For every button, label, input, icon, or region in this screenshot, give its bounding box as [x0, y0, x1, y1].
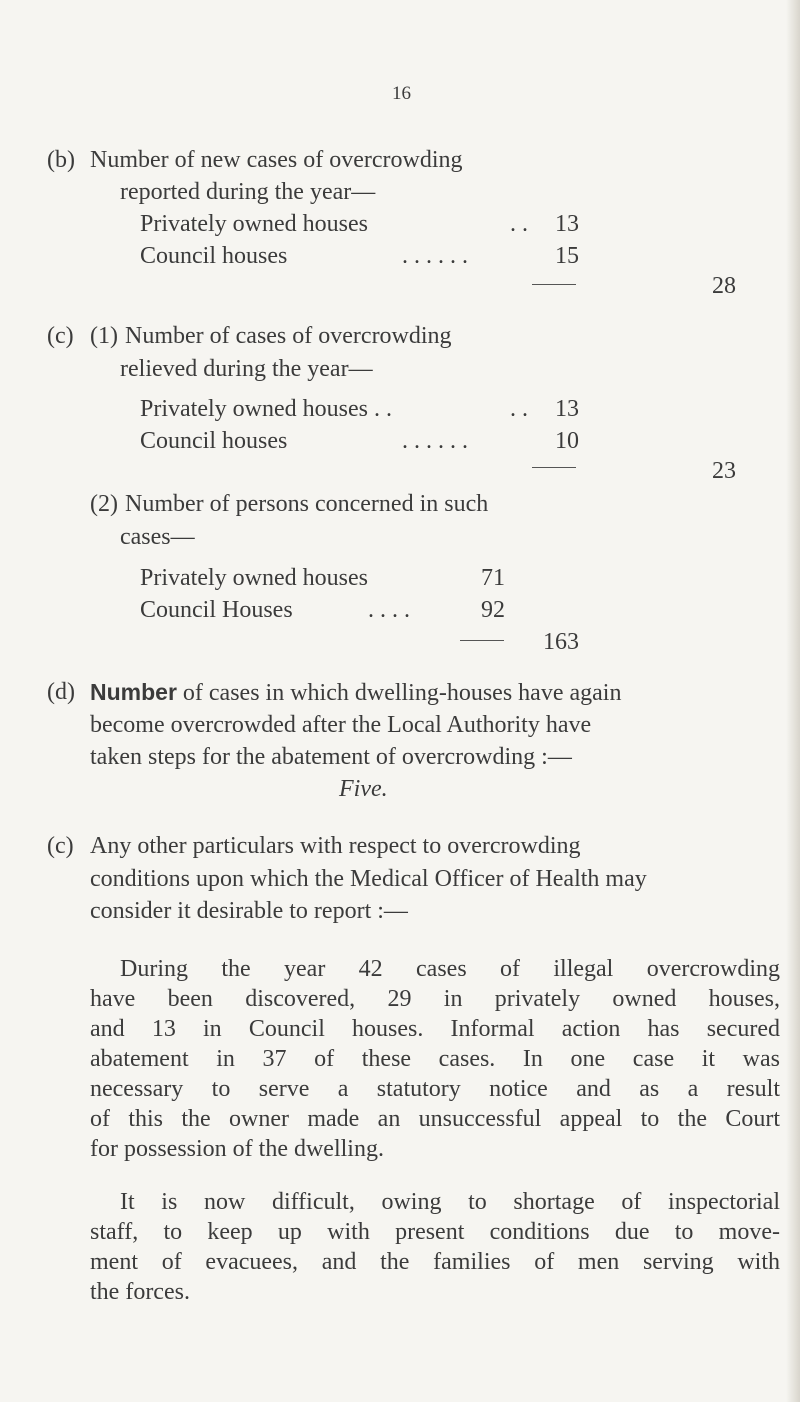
paragraph-1-line: and 13 in Council houses. Informal action has secured [90, 1016, 780, 1042]
paragraph-1-line: abatement in 37 of these cases. In one case it was [90, 1046, 780, 1072]
section-d-answer: Five. [339, 776, 388, 802]
section-c1-marker: (c) [47, 323, 74, 349]
section-d-line1-rest: of cases in which dwelling-houses have again [182, 680, 622, 706]
section-d-line2: become overcrowded after the Local Authority have [90, 712, 592, 738]
page-number: 16 [392, 83, 411, 104]
section-d-line3: taken steps for the abatement of overcrowding :— [90, 744, 572, 770]
section-d-bold-word: Number [90, 679, 177, 705]
section-c1-row1-value: 13 [555, 396, 579, 422]
section-b-row2-label: Council houses [140, 243, 288, 269]
section-b-row2-leaders: . . . . . . [402, 243, 468, 269]
paragraph-1 [90, 954, 780, 1164]
section-e-line1: Any other particulars with respect to overcrowding [90, 833, 581, 859]
paragraph-2-line: the forces. [90, 1279, 190, 1305]
section-b-marker: (b) [47, 147, 75, 173]
section-c2-sum-rule [460, 640, 504, 641]
section-c2-total: 163 [543, 629, 579, 655]
paragraph-1-line: During the year 42 cases of illegal overcrowding [120, 956, 780, 982]
section-d-line1 [90, 678, 621, 707]
page-edge-shadow [786, 0, 800, 1402]
paragraph-2-line: It is now difficult, owing to shortage of inspectorial [120, 1189, 780, 1215]
section-c2-row1-label: Privately owned houses [140, 565, 368, 591]
section-c2-row2-label: Council Houses [140, 597, 293, 623]
paragraph-1-line: for possession of the dwelling. [90, 1136, 384, 1162]
section-c1-row2-value: 10 [555, 428, 579, 454]
section-b-total: 28 [712, 273, 736, 299]
section-c2-row2-leaders: . . . . [368, 597, 410, 623]
section-c2-submarker: (2) [90, 491, 118, 517]
paragraph-2-line: ment of evacuees, and the families of men serving with [90, 1249, 780, 1275]
section-b-row1-leaders: . . [510, 211, 528, 237]
section-b-row1-label: Privately owned houses [140, 211, 368, 237]
section-b-line1: Number of new cases of overcrowding [90, 147, 463, 173]
section-e-line3: consider it desirable to report :— [90, 898, 408, 924]
section-b-line2: reported during the year— [120, 179, 376, 205]
paragraph-2 [90, 1187, 780, 1307]
section-c1-row2-label: Council houses [140, 428, 288, 454]
section-c1-total: 23 [712, 458, 736, 484]
section-e-line2: conditions upon which the Medical Officer of Health may [90, 866, 647, 892]
section-b-row1-value: 13 [555, 211, 579, 237]
section-c1-row1-leaders: . . [510, 396, 528, 422]
paragraph-2-line: staff, to keep up with present conditions due to move- [90, 1219, 780, 1245]
section-c1-sum-rule [532, 467, 576, 468]
paragraph-1-line: have been discovered, 29 in privately owned houses, [90, 986, 780, 1012]
section-c1-row1-label: Privately owned houses . . [140, 396, 392, 422]
section-c1-submarker: (1) [90, 323, 118, 349]
section-c2-row1-value: 71 [481, 565, 505, 591]
section-c2-row2-value: 92 [481, 597, 505, 623]
section-b-row2-value: 15 [555, 243, 579, 269]
section-c1-line1: Number of cases of overcrowding [125, 323, 452, 349]
section-c1-row2-leaders: . . . . . . [402, 428, 468, 454]
section-c1-line2: relieved during the year— [120, 356, 373, 382]
paragraph-1-line: necessary to serve a statutory notice and as a result [90, 1076, 780, 1102]
section-d-marker: (d) [47, 679, 75, 705]
section-c2-line1: Number of persons concerned in such [125, 491, 489, 517]
section-e-marker: (c) [47, 833, 74, 859]
section-c2-line2: cases— [120, 524, 195, 550]
paragraph-1-line: of this the owner made an unsuccessful appeal to the Court [90, 1106, 780, 1132]
section-b-sum-rule [532, 284, 576, 285]
